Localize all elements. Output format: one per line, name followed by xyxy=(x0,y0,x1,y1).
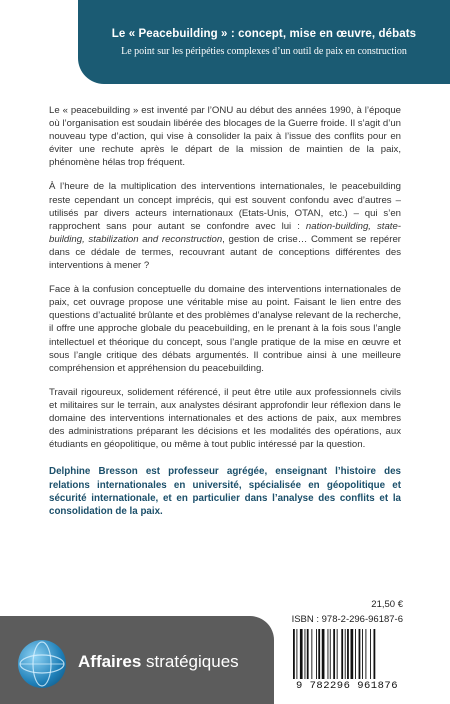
paragraph-2-italic: nation-building, state-building, stabilization and reconstruction xyxy=(49,220,401,245)
paragraph-2-part-a: À l’heure de la multiplication des interventions internationales, le peacebuilding reste cependant un concept imprécis, qui est souvent confondu avec d’autres – utilisés par divers acteurs internationaux (Etats-Unis, OTAN, etc.) – qui s’en rapprochent sans pour autant se confondre avec lui : xyxy=(49,181,401,232)
author-bio: Delphine Bresson est professeur agrégée, enseignant l’histoire des relations internationales en université, spécialisée en géopolitique et sécurité internationale, et en particulier dans l’analyse des conflits et la consolidation de la paix. xyxy=(49,466,401,518)
collection-name-light: stratégiques xyxy=(141,652,239,671)
barcode-digits: 9 782296 961876 xyxy=(295,680,398,692)
book-subtitle: Le point sur les péripéties complexes d’un outil de paix en construction xyxy=(121,46,407,57)
globe-icon xyxy=(18,640,66,688)
header-banner xyxy=(78,0,450,84)
collection-name-bold: Affaires xyxy=(78,652,142,671)
barcode-bars xyxy=(290,629,404,679)
paragraph-3: Face à la confusion conceptuelle du domaine des interventions internationales de paix, cet ouvrage propose une véritable mise au point. Faisant le lien entre des questions d’actualité brûlante et des problèmes d’analyse relevant de la recherche, il offre une approche globale du peacebuilding, en le prenant à la fois sous l’angle intellectuel et théorique du concept, sous l’angle pratique de la mise en œuvre et sous l’angle critique des débats argumentés. Il contribue ainsi à une meilleure compréhension et appréhension du peacebuilding. xyxy=(49,284,401,374)
barcode xyxy=(290,629,404,695)
publisher-collection-badge xyxy=(0,616,274,704)
paragraph-2 xyxy=(49,180,401,272)
back-cover-text xyxy=(49,104,401,519)
collection-name xyxy=(78,652,239,672)
book-title: Le « Peacebuilding » : concept, mise en œuvre, débats xyxy=(111,28,417,40)
isbn-label: ISBN : 978-2-296-96187-6 xyxy=(291,614,403,625)
paragraph-2-part-b: , gestion de crise… Comment se repérer dans ce dédale de termes, recouvrant autant de conceptions différentes des interventions à mener ? xyxy=(49,233,401,272)
paragraph-1: Le « peacebuilding » est inventé par l’ONU au début des années 1990, à l’époque où l’organisation est soudain libérée des blocages de la Guerre froide. Il s’agit d’un nouveau type d’action, qui vise à consolider la paix à l’issue des conflits pour en éviter une rechute après le départ de la mission de maintien de la paix, phénomène hélas trop fréquent. xyxy=(49,105,401,169)
price-label: 21,50 € xyxy=(371,599,403,610)
paragraph-4: Travail rigoureux, solidement référencé, il peut être utile aux professionnels civils et militaires sur le terrain, aux analystes désirant approfondir leur réflexion dans le domaine des interventions internationales et des actions de paix, aux membres des administrations préparant les décisions et les modalités des opérations, aux étudiants en géopolitique, ou même à tout public intéressé par la question. xyxy=(49,386,401,451)
